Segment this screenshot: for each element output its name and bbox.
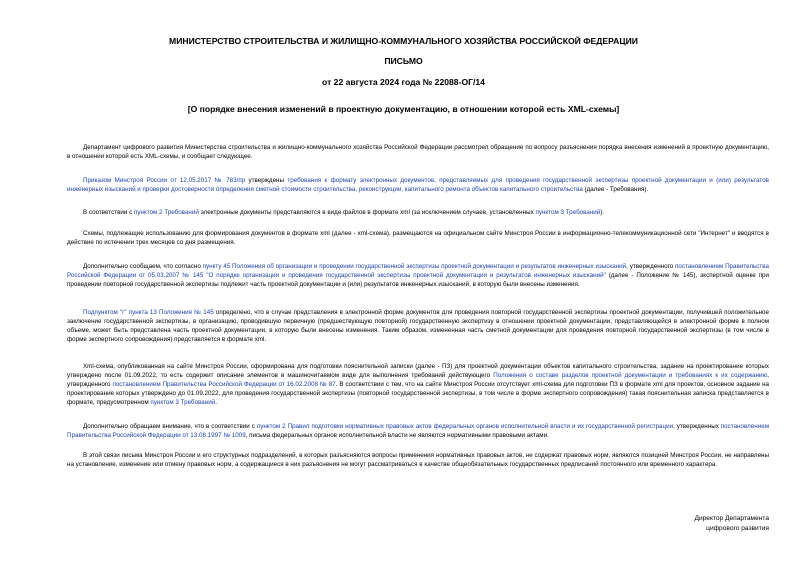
paragraph-6 xyxy=(67,308,769,344)
document-type: ПИСЬМО xyxy=(384,56,423,66)
paragraph-text: . В соответствии с тем, что на сайте Минстроя России отсутствует xml-схема для подготовки ПЗ в формате xml для проектов, основное задание на проектирование которых утверждено до 01.09.2022, для проведения государственной экспертизы (повторной государственной экспертизы, в том числе в форме экспертного сопровождения) такая пояснительная записка представляется в формате, предусмотренном xyxy=(67,381,769,407)
paragraph-text: , утвержденных xyxy=(673,423,721,430)
paragraph-text: . xyxy=(215,399,217,407)
paragraph-text: электронные документы представляются в виде файлов в формате xml (за исключением случаев, установленных xyxy=(198,209,536,216)
paragraph-text: Дополнительно сообщаем, что согласно xyxy=(83,263,203,270)
paragraph-4 xyxy=(67,229,769,247)
paragraph-text: (далее - Положение № 145), экспертной оценке при проведении повторной государственной экспертизы подлежит часть проектной документации и (или) результатов инженерных изысканий, в которую были внесены изменения. xyxy=(67,272,769,289)
paragraph-7 xyxy=(67,362,769,407)
paragraph-text: Департамент цифрового развития Министерства строительства и жилищно-коммунального хозяйства Российской Федерации рассмотрел обращение по вопросу разъяснения порядка внесения изменений в проектную документацию, в отношении которой есть XML-схемы, и сообщает следующее. xyxy=(67,144,769,161)
paragraph-text: определено, что в случае представления в электронной форме документов для проведения повторной государственной экспертизы проектной документации, получившей положительное заключение государственной экспертизы, в организацию, проводившую первичную (предшествующую повторной) государственную экспертизу в отношении проектной документации, представляющейся в электронной форме в полном объеме, может быть представлена часть проектной документации, в которую были внесены изменения. Таким образом, измененная часть сметной документации для проведения повторной государственной экспертизы (в том числе в форме экспертного сопровождения) представляется в формате xml. xyxy=(67,309,770,344)
link-regulation-composition[interactable]: Положения о составе разделов проектной документации и требованиях к их содержанию xyxy=(493,372,768,380)
paragraph-text: , утвержденного xyxy=(67,372,769,389)
paragraph-5 xyxy=(67,262,769,289)
ministry-name: МИНИСТЕРСТВО СТРОИТЕЛЬСТВА И ЖИЛИЩНО-КОММУНАЛЬНОГО ХОЗЯЙСТВА РОССИЙСКОЙ ФЕДЕРАЦИИ xyxy=(169,36,638,46)
paragraph-text: , письма федеральных органов исполнительной власти не являются нормативными правовыми актами. xyxy=(245,432,549,440)
paragraph-text: утверждены xyxy=(245,177,288,184)
link-point-45-regulation[interactable]: пункту 45 Положения об организации и проведении государственной экспертизы проектной документации и результатов инженерных изысканий xyxy=(202,263,627,270)
paragraph-text: Схемы, подлежащие использованию для формирования документов в формате xml (далее - xml-схема), размещаются на официальном сайте Минстроя России в информационно-телекоммуникационной сети "Интернет" и вводятся в действие по истечении трех месяцев со дня размещения. xyxy=(67,230,769,247)
link-point-3-requirements[interactable]: пунктом 3 Требований xyxy=(535,209,601,216)
paragraph-text: Дополнительно обращаем внимание, что в соответствии с xyxy=(83,423,257,430)
paragraph-3 xyxy=(67,208,769,217)
document-subject: [О порядке внесения изменений в проектную документацию, в отношении которой есть XML-схемы] xyxy=(187,104,620,114)
paragraph-text: В этой связи письма Минстроя России и его структурных подразделений, в которых разъясняются вопросы применения нормативных правовых актов, не содержат правовых норм, являются позицией Минстроя России, не направлены на установление, изменение или отмену правовых норм, а содержащиеся в них разъяснения не могут рассматриваться в качестве общеобязательных государственных предписаний постоянного или временного характера. xyxy=(67,452,769,469)
link-point-2-requirements[interactable]: пунктом 2 Требований xyxy=(133,209,199,216)
document-date-number: от 22 августа 2024 года № 22088-ОГ/14 xyxy=(322,77,485,87)
link-resolution-145[interactable]: постановлением Правительства Российской Федерации от 05.03.2007 № 145 "О порядке организации и проведения государственной экспертизы проектной документации и результатов инженерных изысканий" xyxy=(67,263,769,280)
link-resolution-1009[interactable]: постановлением Правительства Российской Федерации от 13.08.1997 № 1009 xyxy=(67,423,769,440)
paragraph-text: Xml-схема, опубликованная на сайте Минстроя России, сформирована для подготовки пояснительной записки (далее - ПЗ) для проектной документации объектов капитального строительства, задание на проектирование которых утверждено после 01.09.2022, то есть содержит описание элементов в машиночитаемом виде для выполнения требований действующего xyxy=(67,363,769,380)
paragraph-text: ). xyxy=(600,209,605,216)
paragraph-2 xyxy=(67,176,769,194)
signature-block xyxy=(694,514,769,534)
signature-position-line-2: цифрового развития xyxy=(706,525,769,532)
link-requirements[interactable]: требования к формату электронных документов, представляемых для проведения государственной экспертизы проектной документации и (или) результатов инженерных изысканий и проверки достоверности определения сметной стоимости строительства, реконструкции, капитального ремонта объектов капитального строительства xyxy=(67,177,769,194)
link-point-3-requirements-2[interactable]: пунктом 3 Требований xyxy=(150,399,216,407)
signature-position-line-1: Директор Департамента xyxy=(694,515,769,522)
link-resolution-87[interactable]: постановлением Правительства Российской Федерации от 16.02.2008 № 87 xyxy=(112,381,336,389)
paragraph-1 xyxy=(67,143,769,161)
paragraph-9 xyxy=(67,451,769,469)
link-rules-point-2[interactable]: пунктом 2 Правил подготовки нормативных правовых актов федеральных органов исполнительной власти и их государственной регистрации xyxy=(256,423,674,430)
paragraph-text: (далее - Требования). xyxy=(582,186,649,194)
link-subpoint-g-point-13[interactable]: Подпунктом "г" пункта 13 Положения № 145 xyxy=(83,309,214,316)
paragraph-8 xyxy=(67,422,769,440)
paragraph-text: В соответствии с xyxy=(83,209,134,216)
link-order-783[interactable]: Приказом Минстроя России от 12.05.2017 № 783/пр xyxy=(83,177,246,184)
paragraph-text: , утвержденного xyxy=(626,263,676,270)
